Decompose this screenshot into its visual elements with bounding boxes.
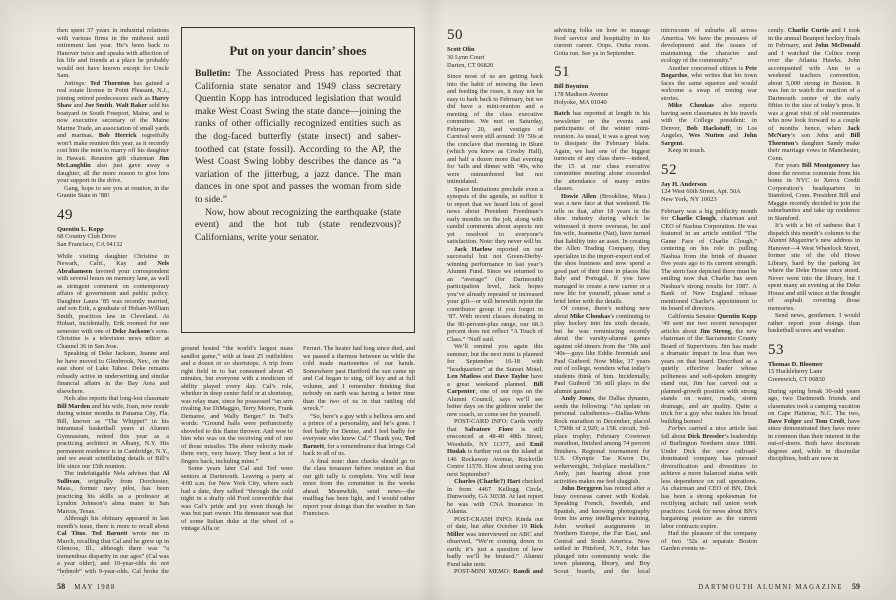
paragraph: Howie Allen (Brookline, Mass.) was a new face at that weekend. He tells us that, after 18 years in the shoe industry during which he witnessed it move overseas, he and his wife, Jeannette (Nat), have turned that liability into an asset. In creating the Allen Trading Company, they specialize in the import-export end of the shoe business and now spend a good part of their time in places like Italy and Portugal. If you have managed to create a new career or a new life for yourself, please send a brief letter with the details. bbox=[554, 192, 650, 305]
dancin-shoes-sidebar bbox=[181, 27, 415, 333]
paragraph: While visiting daughter Christine in Newark, Calif., Kay and Nels Abrahamsen favored your correspondent with several hours on memory lane, as well as stringent comment on contemporary affairs of government and public policy. Daughter Laura ’85 was recently married, and son Erik, a graduate of Hobart-William Smith, practices law in Cleveland. At Hobart, incidentally, Erik roomed for one semester with one of Deke Jackson’s sons. Christine is a television news editor at Channel 36 in San Jose. bbox=[57, 252, 169, 350]
column-class-49-end bbox=[303, 345, 415, 575]
paragraph: Although his obituary appeared in last month’s issue, there is more to recall about Cal Titus. Ted Barnett wrote me in March, recalling that Cal and he grew up in Glencoe, Ill., although there was “a tremendous disparity in our ages” (Cal was a year older), and 10-year-olds do not “hobnob” with 9-year-olds. Cal broke the bbox=[57, 515, 169, 575]
column-class-49-continued bbox=[181, 345, 293, 575]
right-page-folio bbox=[698, 582, 860, 591]
paragraph: Batch has reported at length in his newsletter on the events and participants of the winter mini-reunion. As usual, it was a great way to dissipate the February blahs. Again, we had one of the biggest turnouts of any class there—indeed, the 15 at our class executive committee meeting alone exceeded the attendance of many entire classes. bbox=[554, 110, 650, 193]
left-page-folio bbox=[57, 582, 116, 591]
paragraph: Send news, gentlemen. I would rather report your doings than basketball scores and weather. bbox=[768, 312, 860, 334]
class-secretary-address: Bill Boynton 178 Madison Avenue Holyoke, MA 01040 bbox=[554, 83, 609, 106]
class-secretary-address: Scott Olin 30 Lynn Court Darien, CT 06820 bbox=[447, 46, 494, 69]
paragraph: Another concerned citizen is Pete Bogardus, who writes that his town faces the same squeeze and would welcome a swap of zoning war stories. bbox=[661, 64, 757, 102]
paragraph: then spent 37 years in industrial relations with various firms in the midwest until retirement last year. He’s been back to Hanover twice and speaks with affection of his life and friends at a place he probably would not have known except for Uncle Sam. bbox=[57, 27, 169, 79]
paragraph: Forbes carried a nice article last fall about Dick Bressler’s leadership of Burlington Northern since 1980. Under Dick the once railroad-dominated company has pursued diversification and divestiture to achieve a more balanced status with less dependence on rail operations. As chairman and CEO of BN, Dick has been a strong spokesman for rectifying archaic rail union work practices. Look for news about BN’s bargaining posture as the current labor contracts expire. bbox=[661, 425, 757, 530]
paragraph: microcosm of suburbs all across America. We have the pressures of development and the issues of maintaining the character and ecology of the community.” bbox=[661, 27, 757, 64]
sidebar-body bbox=[195, 68, 401, 244]
paragraph: Now, how about recognizing the earthquake (state event) and the hot tub (state rendezvous)? Californians, write your senator. bbox=[195, 206, 401, 243]
page-number-left: 58 bbox=[57, 582, 66, 591]
paragraph: John Berggren has retired after a busy overseas career with Kodak. Speaking French, Swedish, and Spanish, and knowing photography from his army intelligence training, John worked assignments in Northern Europe, the Far East, and Central and South America. Now settled in Pittsford, N.Y., John has plunged into community work: the town planning, library, and Boy Scout boards, and the local bbox=[554, 485, 650, 575]
issue-date: MAY 1988 bbox=[74, 584, 116, 591]
class-year-heading: 52 bbox=[661, 161, 677, 178]
paragraph: Keep in touch. bbox=[668, 147, 706, 154]
paragraph: Speaking of Deke Jackson, Jeanne and he have moved to Glenbrook, Nev., on the east shore of Lake Tahoe. Deke remains robustly active in underwriting and similar financial affairs in the Bay Area and elsewhere. bbox=[57, 350, 169, 395]
class-year-heading: 49 bbox=[57, 206, 73, 223]
paragraph: Since most of us are getting back into the habit of mowing the lawn and feeding the roses, it may not be easy to hark back to February, but we did have a mini-reunion and a meeting of the class executive committee. We met on Saturday, February 20, and vestiges of Carnival were still around: 19 ’50s at the conclave that morning in Blunt (which you knew as Crosby Hall), and half a dozen more that evening for ’tails and dinner with ’49s, who were outnumbered but not intimidated. bbox=[447, 73, 543, 186]
paragraph: It’s with a bit of sadness that I dispatch this month’s column to the Alumni Magazine’s new address in Hanover—4 West Wheelock Street, former site of the old Howe Library, hard by the parking lot where the Deke House once stood. Never went into the library, but I spent many an evening at the Deke House and still wince at the thought of asphalt covering those memories. bbox=[768, 222, 860, 312]
paragraph: We’ll remind you again this summer, but the next mini is planned for September 16-18 with “headquarters” at the Sunset Motel. Len Matless and Dave Taylor have a great weekend planned. Bill Carpenter, one of our reps on the Alumni Council, says we’ll see better days on the gridiron under the new coach, so come see for yourself. bbox=[447, 343, 543, 418]
paragraph: Bulletin: The Associated Press has reported that California state senator and 1949 class secretary Quentin Kopp has introduced legislation that would make West Coast Swing the state dance—joining the ranks of other officially recognized entities such as the dog-faced butterfly (state insect) and saber-toothed cat (state fossil). According to the AP, the West Coast Swing lobby describes the dance as “a variation of the jitterbug, a jazz dance. The man dances in one spot and passes the woman from side to side.” bbox=[195, 68, 401, 205]
paragraph: cently. Charlie Curtis and I took in the annual Beanpot hockey finals in February, and John McDonald and I watched the Celtics romp over the Atlanta Hawks. John accompanied wife Ann to a weekend teachers convention, about 5,000 strong in Boston. It was fun to watch the reaction of a Dartmouth center of the early fifties to the size of today’s pros. It was a great visit of old roommates who now look forward to a couple of months hence, when Jack McNary’s son John and Bill Thornton’s daughter Sandy make their marriage vows in Manchester, Conn. bbox=[768, 27, 860, 162]
paragraph: advising folks on how to manage food service and hospitality in his current career. Oops. Outta room. Gotta run. See ya in September. bbox=[554, 27, 650, 57]
paragraph: Gang, hope to see you at reunion, in the Granite State in ’88! bbox=[57, 184, 169, 199]
paragraph: Jack Harlow reported on our successful but not Green-Derby-winning performance in last year’s Alumni Fund. Since we returned to an “average” (for Dartmouth) participation level, Jack hopes you’ve already repeated or increased your gift—or will herewith rejoin the contributor group if you forgot in ’87. With recent classes donating in the 90-percent-plus range, our 68.3 percent does not reflect “A Touch of Class.” ’Nuff said. bbox=[447, 245, 543, 343]
page-number-right: 59 bbox=[851, 582, 860, 591]
paragraph: The indefatigable Nels advises that Al Sullivan, originally from Dorchester, Mass., former navy pilot, has been practicing his skills as a professor at Lyndon Johnson’s alma mater in San Marcos, Texas. bbox=[57, 470, 169, 515]
paragraph: Some years later Cal and Ted were seniors at Dartmouth. Leaving a party at 4:00 a.m. for New York City, where each had a date, they sallied “through the cold night in a drafty old Ford convertible that was Cal’s pride and joy even though he was but part owner. His demeanor was that of some Italian duke at the wheel of a vintage Alfa or bbox=[181, 465, 293, 532]
class-secretary-address: Quentin L. Kopp 68 Country Club Drive San Francisco, CA 94132 bbox=[57, 225, 123, 249]
paragraph: A final note: dues checks should go to the class treasurer before reunion so that our gift tally is complete. You will hear more from the committee in the weeks ahead. Meanwhile, send news—the mailbag has been light, and I would rather report your doings than the weather in San Francisco. bbox=[303, 457, 415, 517]
sidebar-title: Put on your dancin’ shoes bbox=[229, 44, 367, 58]
paragraph: POST-CARD INFO: Cards verify that Salvatore Fiore is still ensconced at 48-40 48th Street, Woodside, NY 11377, and Emil Hudak is further out on the island at 146 Rockaway Avenue, Rockville Centre 11570. How about seeing you next September? bbox=[447, 418, 543, 478]
paragraph: Jottings: Ted Thornton has gained a real estate license in Point Pleasant, N.J., joining retired predecessors such as Harry Shaw and Joe Smith. Walt Baker sold his boatyard in South Freeport, Maine, and is now executive secretary of the Maine Marine Trade, an association of small yards and marinas. Bob Herrick regretfully won’t make reunion this year, as it recently cost him the mint to marry off his daughter in Hawaii. Reunion gift chairman Jim McLaughlin also just gave away a daughter, all the more reason to give him your support in the drive. bbox=[57, 79, 169, 184]
column-class-48-end-and-49 bbox=[57, 27, 169, 576]
column-class-50 bbox=[447, 27, 543, 576]
column-class-51-end-and-52 bbox=[661, 27, 757, 576]
column-class-52-end-and-53 bbox=[768, 27, 860, 576]
class-year-heading: 53 bbox=[768, 341, 784, 358]
left-page bbox=[0, 0, 430, 600]
paragraph: POST-CRASH INFO: Kinda out of date, but after October 19 Rick Miller was interviewed on ABC and observed, “We’re coming down to earth; it’s just a question of how badly we’ll be bruised.” Alumni Fund take note. bbox=[447, 515, 543, 568]
paragraph: Mike Choukas also reports having seen classmates in his travels with the College president: in Denver, Bob Hackstaff; in Los Angeles, Wes Nutten and John Sargent. bbox=[661, 102, 757, 147]
right-page bbox=[430, 0, 896, 600]
magazine-title: DARTMOUTH ALUMNI MAGAZINE bbox=[698, 584, 843, 591]
column-class-50-end-and-51 bbox=[554, 27, 650, 576]
paragraph: POST-MINI MEMO: Randi and bbox=[454, 568, 543, 576]
paragraph: Had the pleasure of the company of two ’52s at separate Boston Garden events re- bbox=[661, 530, 757, 553]
paragraph: California Senator Quentin Kopp ’49 sent me two recent newspaper articles about Jim Streng, the new chairman of the Sacramento County Board of Supervisors. Jim has made a dramatic impact in less than two years on that board. Described as a quietly effective leader whose politeness and soft-spoken integrity stand out, Jim has carved out a planned-growth position with strong stands on water, roads, storm drainage, and air quality. Quite a trick for a guy who makes his bread building homes! bbox=[661, 312, 757, 425]
class-secretary-address: Jay H. Anderson 124 West 60th Street, Apt. 50A New York, NY 10023 bbox=[661, 180, 741, 204]
paragraph: During spring break 30-odd years ago, two Dartmouth friends and classmates took a camping vacation on Cape Hatteras, N.C. The two, Dave Folger and Tom Croft, have since demonstrated they have more in common than their interest in the out-of-doors. Both have doctorate degrees and, while in dissimilar disciplines, both are now in bbox=[768, 387, 860, 463]
paragraph: Charles (Charlie?) Hart checked in from 4467 Kellogg Circle, Dunwoody, GA 30338. At last report he was with CNA Insurance in Atlanta. bbox=[447, 478, 543, 516]
paragraph: Of course, there’s nothing new about Mike Choukas’s continuing to play hockey into his sixth decade, but he was reminiscing recently about the varsity-alumni games against old-timers from the ’30s and ’40s—guys like Eddie Jeremiah and Paul Guibord. Now Mike, 37 years out of college, wonders what today’s students think of him. Incidentally, Paul Guibord ’36 still plays in the alumni games! bbox=[554, 305, 650, 395]
paragraph: ground hosted “the world’s largest mass sandlot game,” with at least 25 outfielders and a dozen or so shortstops. A trip from right field in to bat consumed about 45 minutes, but everyone with a modicum of ability played every day. Cal’s role, whether in deep center field or at shortstop, was relay man, since he possessed “an arm rivaling Joe DiMaggio, Terry Moore, Frank Demaree, and Wally Berger.” In Ted’s words: “Ground balls were perfunctorily shoveled to this flame thrower. And woe to him who was on the receiving end of one of those missiles. The sheer velocity made them very, very heavy. They bent a lot of fingers back, including mine.” bbox=[181, 345, 293, 465]
paragraph: Andy Jones, the Dallas dynamo, sends the following: “An update on personal calisthenics—Dallas-White Rock marathon in December, placed 1,750th of 2,920; a 15K circuit, 3rd-place trophy; February Cowtown marathon, finished among 74 percent finishers. Regional tournament for U.S. Olympic Tae Kwon Do, welterweight, 3rd-place medallion.” Andy, just hearing about your activities makes me feel sluggish. bbox=[554, 395, 650, 485]
class-year-heading: 51 bbox=[554, 64, 570, 80]
paragraph: For years Bill Montgomery has done the reverse commute from his home in NYC to Xerox Credit Corporation’s headquarters in Stamford, Conn. President Bill and Maggie recently decided to join the suburbanites and take up residence in Stamford. bbox=[768, 162, 860, 222]
class-secretary-address: Thomas D. Bloomer 15 Huckleberry Lane Greenwich, CT 06830 bbox=[768, 360, 825, 384]
class-year-heading: 50 bbox=[447, 27, 463, 43]
paragraph: Nels also reports that long-lost classmate Bill Marden and his wife, Joan, now reside during winter months in Panama City, Fla. Bill, known as “The Whippet” in his intramural basketball years at Alumni Gymnasium, retired this year as a practicing architect in Albany, N.Y. His permanent residence is in Cambridge, N.Y., and we await scintillating details of Bill’s life since our 15th reunion. bbox=[57, 395, 169, 470]
paragraph: “So, here’s a guy with a helluva arm and a prince of a personality, and he’s gone. I feel badly for Denise, and I feel badly for everyone who knew Cal.” Thank you, Ted Barnett, for a remembrance that brings Cal back to all of us. bbox=[303, 412, 415, 457]
paragraph: February was a big publicity month for Charlie Clough, chairman and CEO of Nashua Corporation. He was featured in an article entitled “The Game Face of Charlie Clough,” centering on his role in pulling Nashua from the brink of disaster five years ago to its current strength. The stern face depicted there must be smiling now that Charlie has seen Nashua’s strong results for 1987. A Bank of New England release mentioned Charlie’s appointment to its board of directors. bbox=[661, 207, 757, 313]
paragraph: Space limitations preclude even a synopsis of the agenda, so suffice it to report that we heard lots of good news about President Freedman’s early months on the job, along with candid comments about aspects not yet resolved to everyone’s satisfaction. Note: they never will be. bbox=[447, 185, 543, 246]
paragraph: Ferrari. The heater had long since died, and we passed a thermos between us while the cold made marionettes of our hands. Somewhere past Hartford the sun came up and Cal began to sing, off key and at full volume, and I remember thinking that nobody on earth was having a better time than the two of us in that rattling old wreck.” bbox=[303, 345, 415, 412]
